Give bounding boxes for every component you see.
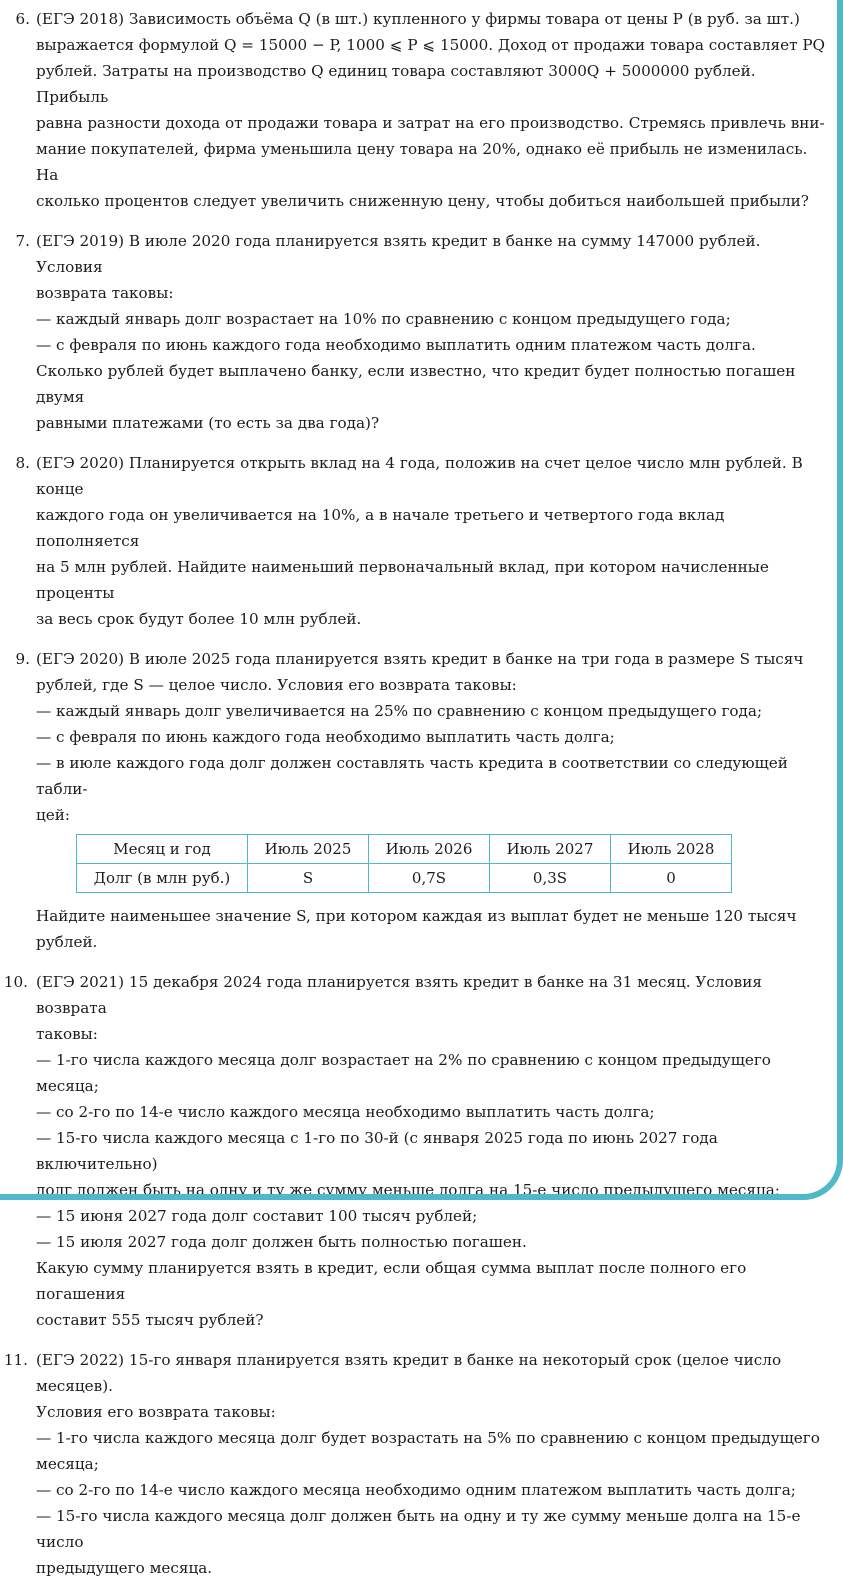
problem-text-line: (ЕГЭ 2022) 15-го января планируется взять кредит в банке на некоторый срок (целое число месяцев). [36,1351,782,1395]
problem-number: 6. [15,10,30,28]
table-cell: Июль 2027 [490,835,611,864]
table-cell: 0,7S [369,864,490,893]
problem-text-line: таковы: [36,1025,98,1043]
problem-text-line: (ЕГЭ 2021) 15 декабря 2024 года планируется взять кредит в банке на 31 месяц. Условия возврата [36,973,762,1017]
problem-text-line: — с февраля по июнь каждого года необходимо выплатить часть долга; [36,728,615,746]
problem-text-line: — 1-го числа каждого месяца долг возрастает на 2% по сравнению с концом предыдущего месяца; [36,1051,771,1095]
problem-text-line: Какую сумму планируется взять в кредит, если общая сумма выплат после полного его погашения [36,1259,747,1303]
problem-text-line: цей: [36,806,70,824]
table-row [77,864,732,893]
problem-number: 11. [3,1351,28,1369]
problem-text-line: выражается формулой Q = 15000 − P, 1000 ⩽ P ⩽ 15000. Доход от продажи товара составляет PQ [36,36,826,54]
problem-text-line: на 5 млн рублей. Найдите наименьший первоначальный вклад, при котором начисленные проценты [36,558,769,602]
problem-text-line: (ЕГЭ 2018) Зависимость объёма Q (в шт.) купленного у фирмы товара от цены P (в руб. за шт.) [36,10,800,28]
problem-8 [0,450,828,632]
problem-text-line: за весь срок будут более 10 млн рублей. [36,610,362,628]
problem-text-line: — 15-го числа каждого месяца долг должен быть на одну и ту же сумму меньше долга на 15-е число [36,1507,801,1551]
problem-text-line: мание покупателей, фирма уменьшила цену товара на 20%, однако её прибыль не изменилась. На [36,140,808,184]
problem-text-line: сколько процентов следует увеличить сниженную цену, чтобы добиться наибольшей прибыли? [36,192,809,210]
problem-text-line: — со 2-го по 14-е число каждого месяца необходимо выплатить часть долга; [36,1103,655,1121]
problem-text-line: составит 555 тысяч рублей? [36,1311,264,1329]
problem-7 [0,228,828,436]
problem-text-line: — 15 июня 2027 года долг составит 100 тысяч рублей; [36,1207,478,1225]
problem-text-line: — 1-го числа каждого месяца долг будет возрастать на 5% по сравнению с концом предыдущего [36,1429,820,1447]
problem-text-line: — 15 июля 2027 года долг должен быть полностью погашен. [36,1233,527,1251]
problem-10 [0,969,828,1333]
problem-text-line: — в июле каждого года долг должен составлять часть кредита в соответствии со следующей табли- [36,754,788,798]
problem-text-line: (ЕГЭ 2020) Планируется открыть вклад на 4 года, положив на счет целое число млн рублей. В конце [36,454,803,498]
problem-9 [0,646,828,955]
problem-text-line: — с февраля по июнь каждого года необходимо выплатить одним платежом часть долга. [36,336,756,354]
problem-text-line: Сколько рублей будет выплачено банку, если известно, что кредит будет полностью погашен двумя [36,362,796,406]
problem-6 [0,6,828,214]
problem-text-line: — со 2-го по 14-е число каждого месяца необходимо одним платежом выплатить часть долга; [36,1481,796,1499]
problem-text-line: — 15-го числа каждого месяца с 1-го по 30-й (с января 2025 года по июнь 2027 года включительно) [36,1129,718,1173]
problem-text-line: — каждый январь долг увеличивается на 25% по сравнению с концом предыдущего года; [36,702,763,720]
table-cell: Месяц и год [77,835,248,864]
table-cell: Июль 2028 [611,835,732,864]
problem-text-line: равна разности дохода от продажи товара и затрат на его производство. Стремясь привлечь вни- [36,114,825,132]
problem-text-line: рублей, где S — целое число. Условия его возврата таковы: [36,676,517,694]
problem-question: Найдите наименьшее значение S, при котором каждая из выплат будет не меньше 120 тысяч рублей. [36,907,797,951]
problem-number: 7. [15,232,30,250]
table-header-row [77,835,732,864]
table-cell: 0,3S [490,864,611,893]
table-cell: Июль 2025 [248,835,369,864]
table-cell: S [248,864,369,893]
problem-text-line: (ЕГЭ 2020) В июле 2025 года планируется взять кредит в банке на три года в размере S тысяч [36,650,804,668]
problem-number: 9. [15,650,30,668]
problem-text-line: равными платежами (то есть за два года)? [36,414,380,432]
problem-text-line: — каждый январь долг возрастает на 10% по сравнению с концом предыдущего года; [36,310,731,328]
debt-schedule-table [76,834,732,893]
problem-text-line: возврата таковы: [36,284,174,302]
table-cell: 0 [611,864,732,893]
problem-11 [0,1347,828,1581]
problem-text-line: месяца; [36,1455,99,1473]
problem-text-line: (ЕГЭ 2019) В июле 2020 года планируется взять кредит в банке на сумму 147000 рублей. Условия [36,232,761,276]
table-cell: Июль 2026 [369,835,490,864]
problem-text-line: рублей. Затраты на производство Q единиц товара составляют 3000Q + 5000000 рублей. Прибыль [36,62,756,106]
problem-text-line: Условия его возврата таковы: [36,1403,276,1421]
problem-number: 10. [3,973,28,991]
table-cell: Долг (в млн руб.) [77,864,248,893]
problem-text-line: предыдущего месяца. [36,1559,213,1577]
problem-text-line: долг должен быть на одну и ту же сумму меньше долга на 15-е число предыдущего месяца; [36,1181,780,1199]
problem-list [0,6,828,1595]
problem-text-line: каждого года он увеличивается на 10%, а в начале третьего и четвертого года вклад пополняется [36,506,725,550]
problem-number: 8. [15,454,30,472]
